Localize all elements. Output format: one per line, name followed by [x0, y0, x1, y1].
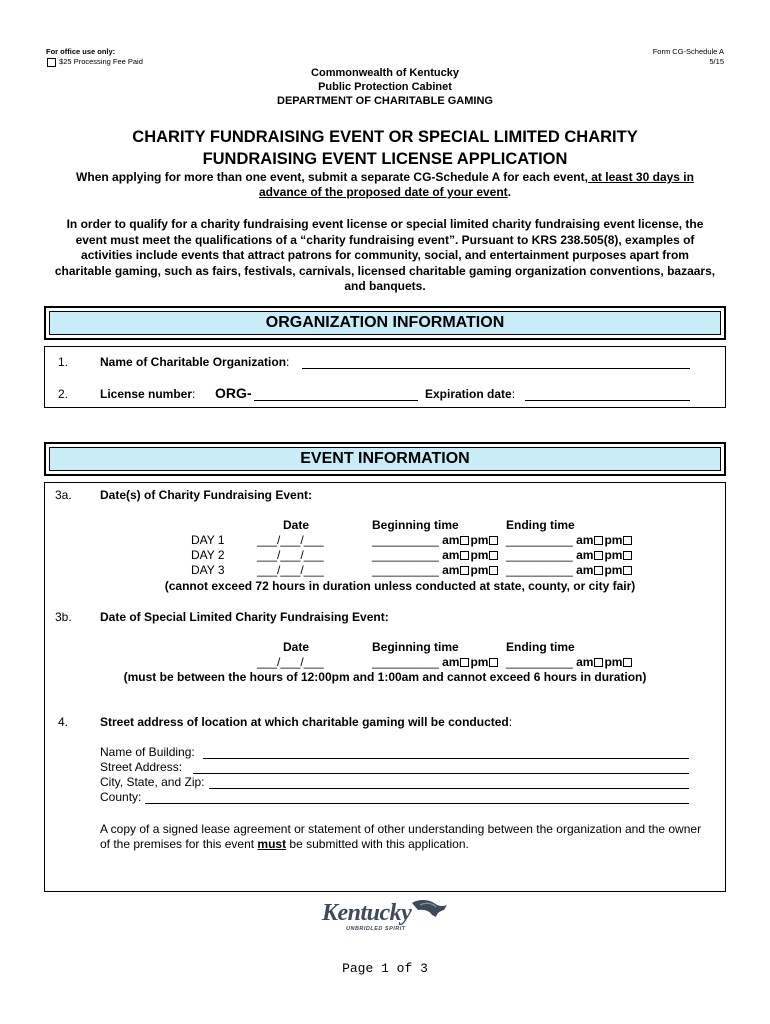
date-field[interactable]: ___/___/___ [257, 655, 324, 669]
pm-checkbox[interactable] [623, 658, 632, 667]
begin-time-field[interactable]: __________ [372, 548, 439, 562]
logo-tagline: UNBRIDLED SPIRIT [346, 926, 406, 932]
pm-checkbox[interactable] [623, 536, 632, 545]
pm-checkbox[interactable] [489, 658, 498, 667]
col-date-header: Date [283, 640, 310, 654]
begin-time-field[interactable]: __________ [372, 563, 439, 577]
col-date-header: Date [283, 518, 310, 532]
day-label: DAY 3 [191, 563, 225, 577]
building-label: Name of Building: [100, 745, 195, 759]
note-3b: (must be between the hours of 12:00pm and 1:00am and cannot exceed 6 hours in duration) [123, 670, 647, 684]
instruction-1-d: . [507, 185, 512, 199]
end-time-field[interactable]: __________ [506, 533, 573, 547]
expiration-label: Expiration date: [425, 387, 516, 401]
city-label: City, State, and Zip: [100, 775, 205, 789]
am-checkbox[interactable] [594, 566, 603, 575]
pm-checkbox[interactable] [489, 551, 498, 560]
instruction-2 [0, 217, 770, 295]
pm-checkbox[interactable] [623, 566, 632, 575]
lease-note-c: be submitted with this application. [286, 837, 469, 851]
license-number-field[interactable] [254, 400, 418, 401]
date-field[interactable]: ___/___/___ [257, 563, 324, 577]
logo-wordmark: Kentucky [322, 900, 412, 926]
office-use-label: For office use only: [46, 47, 116, 56]
lease-note-b: of the premises for this event [100, 837, 258, 851]
day-label: DAY 1 [191, 533, 225, 547]
pm-checkbox[interactable] [489, 536, 498, 545]
item-number: 3b. [55, 610, 72, 624]
begin-time-row: __________ am pm [372, 655, 499, 669]
q3a-label: Date(s) of Charity Fundraising Event: [100, 488, 313, 502]
event-heading-banner [44, 442, 726, 476]
county-field[interactable] [145, 803, 689, 804]
begin-time-row: __________ am pm [372, 548, 499, 562]
end-time-row: __________ am pm [506, 655, 633, 669]
day-label: DAY 2 [191, 548, 225, 562]
am-checkbox[interactable] [594, 658, 603, 667]
col-begin-header: Beginning time [372, 518, 459, 532]
form-id: Form CG-Schedule A [652, 47, 724, 56]
note-3a: (cannot exceed 72 hours in duration unless conducted at state, county, or city fair) [164, 579, 636, 593]
begin-time-row: __________ am pm [372, 563, 499, 577]
q3b-label: Date of Special Limited Charity Fundraising Event: [100, 610, 389, 624]
item-number: 4. [58, 715, 69, 729]
end-time-row: __________ am pm [506, 548, 633, 562]
pm-checkbox[interactable] [489, 566, 498, 575]
form-date: 5/15 [709, 57, 724, 66]
begin-time-field[interactable]: __________ [372, 655, 439, 669]
instruction-2-line: charitable gaming, such as fairs, festivals, carnivals, licensed charitable gaming organization conventions, bazaars, [54, 263, 716, 278]
item-number: 3a. [55, 488, 72, 502]
pm-checkbox[interactable] [623, 551, 632, 560]
date-field[interactable]: ___/___/___ [257, 548, 324, 562]
q4-label: Street address of location at which charitable gaming will be conducted: [100, 715, 513, 729]
building-field[interactable] [203, 758, 689, 759]
expiration-date-field[interactable] [525, 400, 690, 401]
instruction-2-line: activities include events that attract patrons for community, social, and entertainment purposes apart from [81, 248, 689, 262]
item-number: 1. [58, 355, 69, 369]
county-label: County: [100, 790, 142, 804]
lease-note-line: A copy of a signed lease agreement or statement of other understanding between the organization and the owner [100, 822, 702, 836]
col-end-header: Ending time [506, 518, 575, 532]
begin-time-field[interactable]: __________ [372, 533, 439, 547]
page-number: Page 1 of 3 [342, 961, 428, 976]
am-checkbox[interactable] [460, 551, 469, 560]
am-checkbox[interactable] [460, 658, 469, 667]
end-time-field[interactable]: __________ [506, 563, 573, 577]
event-heading: EVENT INFORMATION [49, 447, 721, 471]
begin-time-row: __________ am pm [372, 533, 499, 547]
title-line-2: FUNDRAISING EVENT LICENSE APPLICATION [202, 150, 568, 168]
agency-line-3: DEPARTMENT OF CHARITABLE GAMING [277, 95, 493, 107]
street-label: Street Address: [100, 760, 183, 774]
am-checkbox[interactable] [594, 536, 603, 545]
fee-paid-label: $25 Processing Fee Paid [59, 57, 143, 66]
col-begin-header: Beginning time [372, 640, 459, 654]
lease-note-must: must [257, 837, 287, 851]
org-heading-banner [44, 306, 726, 340]
kentucky-logo [320, 897, 452, 937]
agency-line-2: Public Protection Cabinet [318, 81, 452, 93]
org-heading: ORGANIZATION INFORMATION [49, 311, 721, 335]
instruction-2-line: In order to qualify for a charity fundraising event license or special limited charity fundraising event license, the [66, 217, 704, 231]
agency-block [0, 66, 770, 108]
end-time-row: __________ am pm [506, 563, 633, 577]
instruction-2-line: and banquets. [344, 279, 426, 293]
end-time-field[interactable]: __________ [506, 655, 573, 669]
title-line-1: CHARITY FUNDRAISING EVENT OR SPECIAL LIMITED CHARITY [132, 128, 638, 146]
end-time-field[interactable]: __________ [506, 548, 573, 562]
col-end-header: Ending time [506, 640, 575, 654]
am-checkbox[interactable] [460, 536, 469, 545]
end-time-row: __________ am pm [506, 533, 633, 547]
license-label: License number: [100, 387, 196, 401]
date-field[interactable]: ___/___/___ [257, 533, 324, 547]
page-title [0, 126, 770, 170]
org-prefix: ORG- [215, 385, 252, 401]
agency-line-1: Commonwealth of Kentucky [311, 67, 459, 79]
instruction-1 [0, 170, 770, 200]
street-field[interactable] [193, 773, 689, 774]
city-field[interactable] [209, 788, 689, 789]
org-name-label: Name of Charitable Organization: [100, 355, 290, 369]
instruction-1-a: When applying for more than one event, submit a separate CG-Schedule A for each event [76, 170, 585, 184]
instruction-1-c: advance of the proposed date of your event [258, 185, 508, 199]
am-checkbox[interactable] [460, 566, 469, 575]
item-number: 2. [58, 387, 69, 401]
am-checkbox[interactable] [594, 551, 603, 560]
org-name-field[interactable] [302, 368, 690, 369]
lease-note [100, 822, 730, 852]
instruction-2-line: event must meet the qualifications of a “charity fundraising event”. Pursuant to KRS 238.505(8), examples of [75, 232, 695, 247]
instruction-1-b: , at least 30 days in [584, 170, 694, 184]
